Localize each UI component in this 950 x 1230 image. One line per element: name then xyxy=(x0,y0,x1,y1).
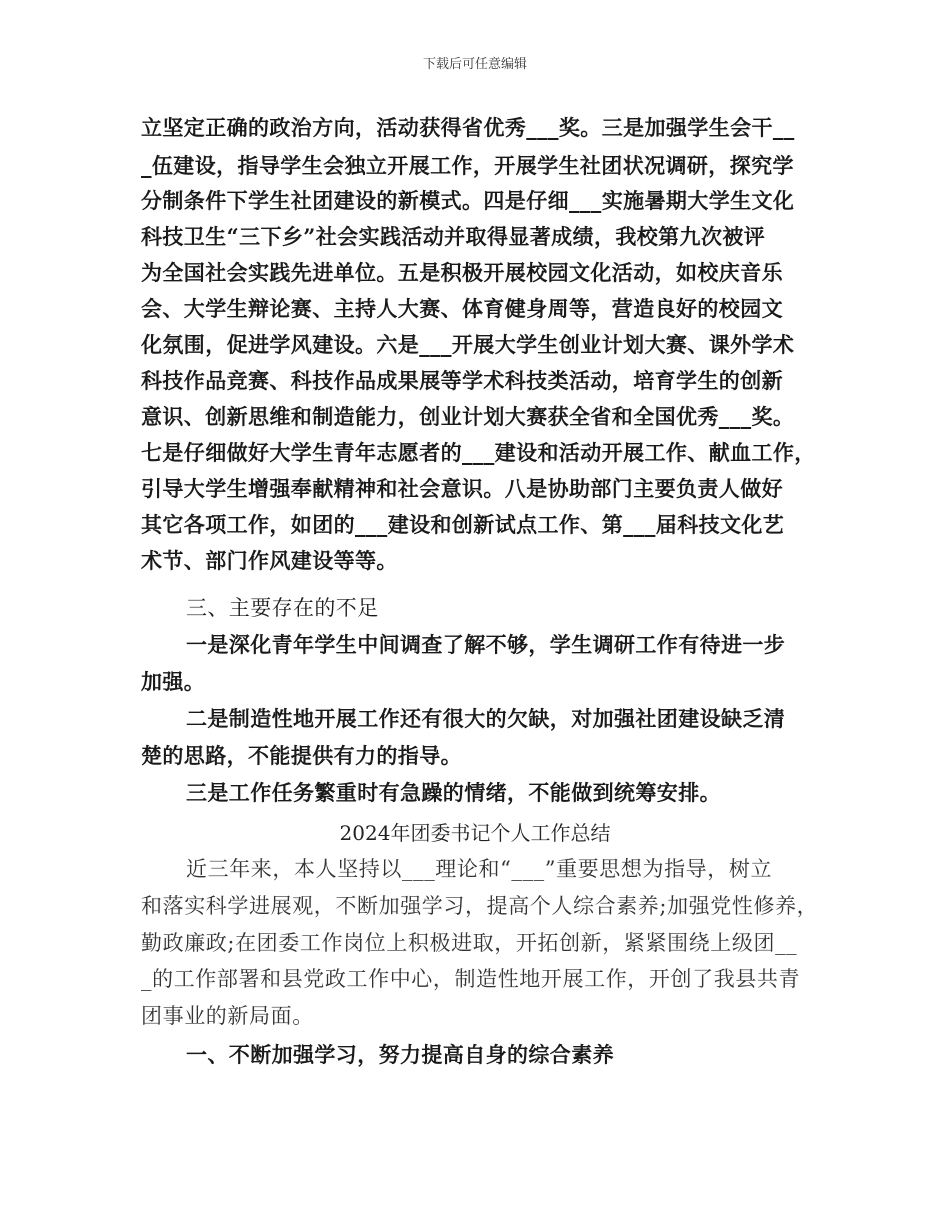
paragraph-line: 一是深化青年学生中间调查了解不够，学生调研工作有待进一步 xyxy=(186,632,786,657)
paragraph-line: 和落实科学进展观，不断加强学习，提高个人综合素养;加强党性修养， xyxy=(141,894,819,918)
section-heading: 三、主要存在的不足 xyxy=(186,596,379,620)
paragraph-line: 会、大学生辩论赛、主持人大赛、体育健身周等，营造良好的校园文 xyxy=(141,296,783,321)
paragraph-line: 科技作品竞赛、科技作品成果展等学术科技类活动，培育学生的创新 xyxy=(141,368,783,393)
paragraph-line: 化氛围，促进学风建设。六是___开展大学生创业计划大赛、课外学术 xyxy=(141,332,795,357)
paragraph-line: 团事业的新局面。 xyxy=(141,1004,314,1028)
paragraph-line: 二是制造性地开展工作还有很大的欠缺，对加强社团建设缺乏清 xyxy=(186,706,786,731)
page-header-note: 下载后可任意编辑 xyxy=(422,57,527,72)
paragraph-line: 为全国社会实践先进单位。五是积极开展校园文化活动，如校庆音乐 xyxy=(141,260,783,285)
document-title: 2024年团委书记个人工作总结 xyxy=(339,821,611,845)
paragraph-line: 加强。 xyxy=(141,669,206,694)
paragraph-line: _伍建设，指导学生会独立开展工作，开展学生社团状况调研，探究学 xyxy=(141,153,794,178)
paragraph-line: 七是仔细做好大学生青年志愿者的___建设和活动开展工作、献血工作， xyxy=(141,440,816,465)
paragraph-line: 术节、部门作风建设等等。 xyxy=(141,548,398,573)
paragraph-line: 其它各项工作，如团的___建设和创新试点工作、第___届科技文化艺 xyxy=(141,512,785,537)
paragraph-line: 立坚定正确的政治方向，活动获得省优秀___奖。三是加强学生会干__ xyxy=(141,115,795,140)
paragraph-line: 科技卫生“三下乡”社会实践活动并取得显著成绩，我校第九次被评 xyxy=(141,224,766,249)
paragraph-line: 引导大学生增强奉献精神和社会意识。八是协助部门主要负责人做好 xyxy=(141,476,783,501)
paragraph-line: 三是工作任务繁重时有急躁的情绪，不能做到统筹安排。 xyxy=(186,780,721,805)
paragraph-line: 近三年来，本人坚持以___理论和“___”重要思想为指导，树立 xyxy=(186,857,773,881)
section-heading: 一、不断加强学习，努力提高自身的综合素养 xyxy=(186,1042,614,1067)
paragraph-line: 楚的思路，不能提供有力的指导。 xyxy=(141,743,462,768)
paragraph-line: 勤政廉政;在团委工作岗位上积极进取，开拓创新，紧紧围绕上级团__ xyxy=(141,931,798,955)
paragraph-line: 分制条件下学生社团建设的新模式。四是仔细___实施暑期大学生文化 xyxy=(141,188,795,213)
paragraph-line: 意识、创新思维和制造能力，创业计划大赛获全省和全国优秀___奖。 xyxy=(141,404,795,429)
paragraph-line: _的工作部署和县党政工作中心，制造性地开展工作，开创了我县共青 xyxy=(141,967,801,991)
